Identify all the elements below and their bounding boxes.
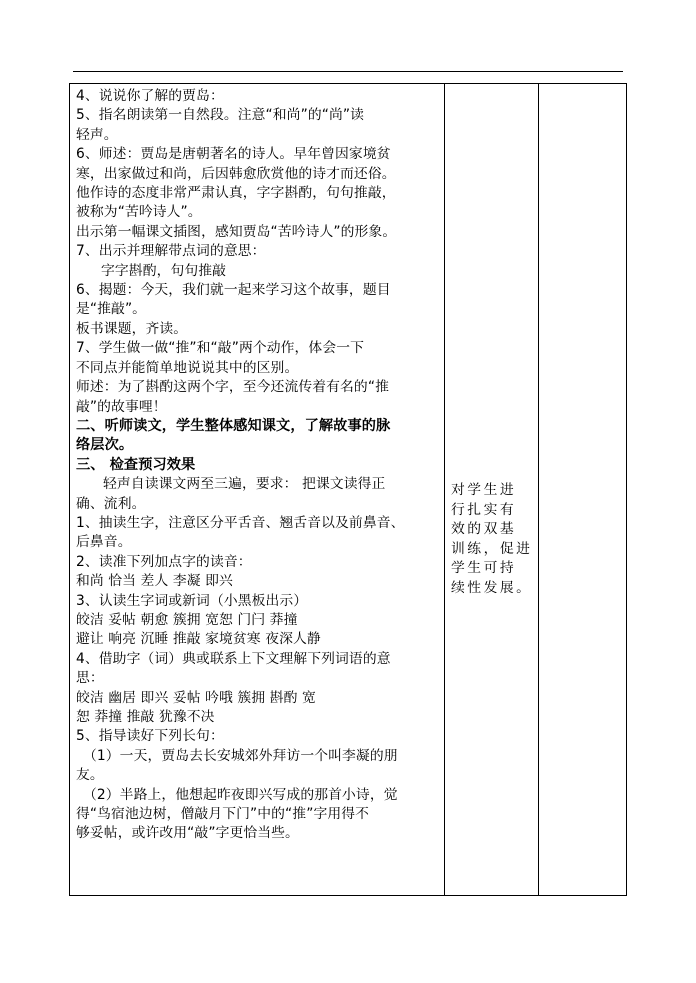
teaching-process-cell bbox=[70, 84, 445, 895]
step-line: 被称为“苦吟诗人”。 bbox=[76, 204, 202, 221]
step-line: 4、说说你了解的贾岛： bbox=[76, 88, 224, 104]
step-line: 1、抽读生字，注意区分平舌音、翘舌音以及前鼻音、 bbox=[76, 514, 405, 531]
step-line: 确、流利。 bbox=[76, 495, 146, 512]
step-line: 友。 bbox=[76, 767, 104, 784]
lesson-plan-table bbox=[69, 83, 627, 896]
step-line: 得“鸟宿池边树，僧敲月下门”中的“推”字用得不 bbox=[76, 806, 370, 823]
word-list: 皎洁 妥帖 朝愈 簇拥 宽恕 门闩 莽撞 bbox=[76, 611, 298, 628]
section-heading: 三、 检查预习效果 bbox=[76, 456, 196, 473]
note-line: 对学生进 bbox=[451, 482, 517, 498]
step-line: 思： bbox=[76, 670, 104, 687]
note-line: 续性发展。 bbox=[451, 579, 533, 596]
step-line: 不同点并能简单地说说其中的区别。 bbox=[76, 359, 299, 376]
step-line: 寒，出家做过和尚，后因韩愈欣赏他的诗才而还俗。 bbox=[76, 165, 396, 182]
step-line: 2、读准下列加点字的读音： bbox=[76, 553, 252, 570]
step-line: 轻声。 bbox=[76, 126, 118, 143]
step-line: （2）半路上，他想起昨夜即兴写成的那首小诗，觉 bbox=[83, 786, 398, 803]
step-line: 3、认读生字词或新词（小黑板出示） bbox=[76, 592, 308, 609]
step-line: 字字斟酌，句句推敲 bbox=[101, 262, 227, 279]
design-intent-cell bbox=[445, 84, 539, 895]
step-line: 轻声自读课文两至三遍，要求： 把课文读得正 bbox=[103, 476, 386, 493]
section-heading: 络层次。 bbox=[76, 437, 134, 454]
note-line: 训练，促进 bbox=[451, 540, 533, 557]
note-line: 行扎实有 bbox=[451, 501, 517, 518]
step-line: 5、指导读好下列长句： bbox=[76, 728, 224, 745]
step-line: 7、学生做一做“推”和“敲”两个动作，体会一下 bbox=[76, 340, 365, 357]
step-line: 4、借助字（词）典或联系上下文理解下列词语的意 bbox=[76, 650, 391, 667]
step-line: （1）一天，贾岛去长安城郊外拜访一个叫李凝的朋 bbox=[83, 747, 398, 764]
note-line: 效的双基 bbox=[451, 521, 517, 538]
word-list: 皎洁 幽居 即兴 妥帖 吟哦 簇拥 斟酌 宽 bbox=[76, 689, 316, 706]
step-line: 是“推敲”。 bbox=[76, 301, 147, 318]
step-line: 后鼻音。 bbox=[76, 534, 132, 551]
step-line: 板书课题，齐读。 bbox=[76, 320, 188, 337]
design-intent-text bbox=[451, 481, 535, 599]
step-line: 7、出示并理解带点词的意思： bbox=[76, 243, 266, 260]
step-line: 师述：为了斟酌这两个字，至今还流传着有名的“推 bbox=[76, 379, 389, 396]
teaching-process-text bbox=[76, 87, 442, 844]
step-line: 他作诗的态度非常严肃认真，字字斟酌，句句推敲， bbox=[76, 185, 396, 202]
section-heading: 二、听师读文，学生整体感知课文，了解故事的脉 bbox=[76, 417, 391, 434]
step-line: 敲”的故事哩！ bbox=[76, 398, 167, 415]
step-line: 够妥帖，或许改用“敲”字更恰当些。 bbox=[76, 825, 299, 842]
step-line: 5、指名朗读第一自然段。注意“和尚”的“尚”读 bbox=[76, 107, 365, 124]
word-list: 恕 莽撞 推敲 犹豫不决 bbox=[76, 709, 215, 725]
word-list: 避让 响亮 沉睡 推敲 家境贫寒 夜深人静 bbox=[76, 631, 321, 648]
step-line: 6、揭题：今天，我们就一起来学习这个故事，题目 bbox=[76, 282, 391, 299]
header-rule bbox=[73, 71, 623, 72]
step-line: 出示第一幅课文插图，感知贾岛“苦吟诗人”的形象。 bbox=[76, 223, 397, 240]
word-list: 和尚 恰当 差人 李凝 即兴 bbox=[76, 573, 233, 590]
note-line: 学生可持 bbox=[451, 560, 517, 577]
step-line: 6、师述：贾岛是唐朝著名的诗人。早年曾因家境贫 bbox=[76, 146, 391, 163]
empty-cell bbox=[539, 84, 626, 895]
